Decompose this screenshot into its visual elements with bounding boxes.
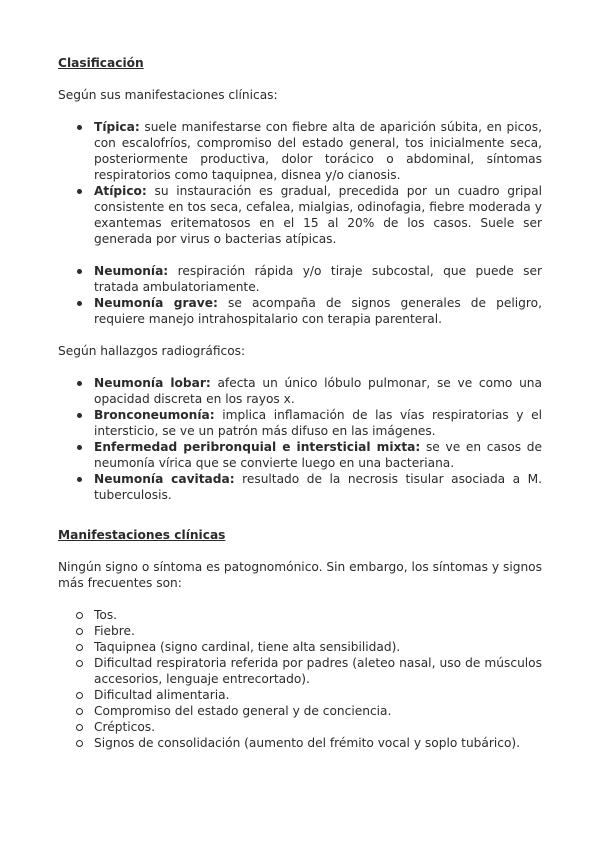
bullet-list xyxy=(58,119,542,247)
list-item: Dificultad alimentaria. xyxy=(58,687,542,703)
list-item-text: respiración rápida y/o tiraje subcostal, que puede ser tratada ambulatoriamente. xyxy=(94,264,542,294)
bullet-list xyxy=(58,375,542,503)
list-item: Fiebre. xyxy=(58,623,542,639)
list-item-text: se acompaña de signos generales de peligro, requiere manejo intrahospitalario con terapia parenteral. xyxy=(94,296,542,326)
section-heading: Manifestaciones clínicas xyxy=(58,528,226,542)
list-item-text: su instauración es gradual, precedida por un cuadro gripal consistente en tos seca, cefalea, mialgias, odinofagia, fiebre moderada y exantemas eritematosos en el 15 al 20% de los casos. Suele ser generada por virus o bacterias atípicas. xyxy=(94,184,542,246)
list-item: Dificultad respiratoria referida por padres (aleteo nasal, uso de músculos accesorios, lenguaje entrecortado). xyxy=(58,655,542,687)
circle-bullet-list xyxy=(58,607,542,751)
list-item-term: Enfermedad peribronquial e intersticial mixta: xyxy=(94,440,421,454)
list-item-text: implica inflamación de las vías respiratorias y el intersticio, se ve un patrón más difuso en las imágenes. xyxy=(94,408,542,438)
list-item xyxy=(58,407,542,439)
list-item: Tos. xyxy=(58,607,542,623)
paragraph: Ningún signo o síntoma es patognomónico. Sin embargo, los síntomas y signos más frecuentes son: xyxy=(58,560,542,590)
list-item: Crépticos. xyxy=(58,719,542,735)
bullet-list xyxy=(58,263,542,327)
list-item xyxy=(58,263,542,295)
list-item-term: Neumonía: xyxy=(94,264,169,278)
list-item xyxy=(58,471,542,503)
list-item-term: Típica: xyxy=(94,120,140,134)
section-clinical xyxy=(58,527,542,751)
paragraph: Según hallazgos radiográficos: xyxy=(58,344,246,358)
list-item-term: Neumonía lobar: xyxy=(94,376,211,390)
list-item-text: resultado de la necrosis tisular asociada a M. tuberculosis. xyxy=(94,472,542,502)
list-item xyxy=(58,295,542,327)
list-item: Signos de consolidación (aumento del frémito vocal y soplo tubárico). xyxy=(58,735,542,751)
list-item xyxy=(58,375,542,407)
list-item xyxy=(58,439,542,471)
section-classification xyxy=(58,55,542,503)
list-item-term: Neumonía cavitada: xyxy=(94,472,235,486)
list-item-term: Atípico: xyxy=(94,184,147,198)
list-item-term: Bronconeumonía: xyxy=(94,408,215,422)
list-item xyxy=(58,119,542,183)
list-item: Taquipnea (signo cardinal, tiene alta sensibilidad). xyxy=(58,639,542,655)
list-item-term: Neumonía grave: xyxy=(94,296,218,310)
list-item xyxy=(58,183,542,247)
list-item-text: suele manifestarse con fiebre alta de aparición súbita, en picos, con escalofríos, compromiso del estado general, tos inicialmente seca, posteriormente productiva, dolor torácico o abdominal, síntomas respiratorios como taquipnea, disnea y/o cianosis. xyxy=(94,120,542,182)
paragraph: Según sus manifestaciones clínicas: xyxy=(58,88,278,102)
section-heading: Clasificación xyxy=(58,56,144,70)
list-item-text: afecta un único lóbulo pulmonar, se ve como una opacidad discreta en los rayos x. xyxy=(94,376,543,406)
list-item: Compromiso del estado general y de conciencia. xyxy=(58,703,542,719)
list-item-text: se ve en casos de neumonía vírica que se convierte luego en una bacteriana. xyxy=(94,440,542,470)
